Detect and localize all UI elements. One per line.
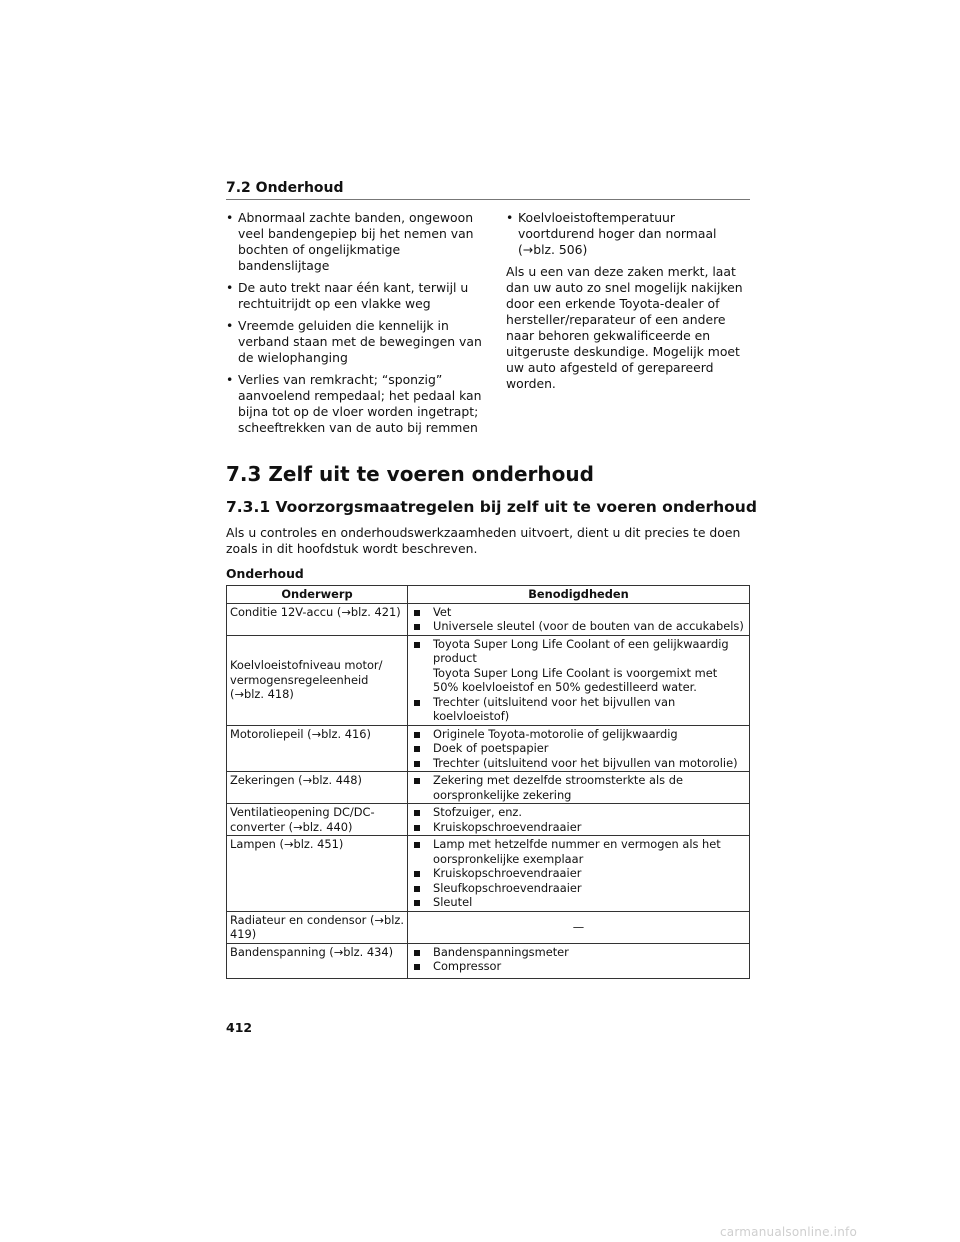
list-item: Kruiskopschroevendraaier — [411, 866, 746, 881]
right-column — [506, 210, 750, 392]
list-item: • Verlies van remkracht; “sponzig” aanvoelend rempedaal; het pedaal kan bijna tot op de vloer worden ingetrapt; scheeftrekken van de auto bij remmen — [226, 372, 482, 435]
list-item: Sleufkopschroevendraaier — [411, 881, 746, 896]
coolant-note: Toyota Super Long Life Coolant is voorgemixt met 50% koelvloeistof en 50% gedestilleerd water. — [433, 665, 718, 694]
square-bullet-icon — [414, 700, 420, 706]
list-item: Zekering met dezelfde stroomsterkte als de oorspronkelijke zekering — [411, 773, 746, 802]
list-item: Lamp met hetzelfde nummer en vermogen als het oorspronkelijke exemplaar — [411, 837, 746, 866]
bullet-icon: • — [226, 318, 234, 333]
advice-paragraph: Als u een van deze zaken merkt, laat dan uw auto zo snel mogelijk nakijken door een erkende Toyota-dealer of hersteller/reparateur of een andere naar behoren gekwalificeerde en uitgeruste deskundige. Mogelijk moet uw auto afgesteld of gerepareerd worden. — [506, 264, 743, 391]
subject-cell: Koelvloeistofniveau motor/ vermogensregeleenheid (→blz. 418) — [227, 635, 408, 725]
table-row — [227, 943, 750, 978]
list-item: Stofzuiger, enz. — [411, 805, 746, 820]
symptom-list — [226, 210, 484, 436]
square-bullet-icon — [414, 610, 420, 616]
bullet-icon: • — [226, 280, 234, 295]
requirements-cell: — — [408, 911, 750, 943]
list-item: Trechter (uitsluitend voor het bijvullen van motorolie) — [411, 756, 746, 771]
square-bullet-icon — [414, 761, 420, 767]
requirements-cell — [408, 772, 750, 804]
column-header-requirements: Benodigdheden — [408, 586, 750, 604]
list-item: Universele sleutel (voor de bouten van de accukabels) — [411, 619, 746, 634]
left-column — [226, 210, 484, 442]
requirements-cell — [408, 836, 750, 912]
square-bullet-icon — [414, 778, 420, 784]
list-item: Trechter (uitsluitend voor het bijvullen van koelvloeistof) — [411, 695, 746, 724]
chapter-heading: 7.3 Zelf uit te voeren onderhoud — [226, 462, 594, 486]
list-item: Kruiskopschroevendraaier — [411, 820, 746, 835]
square-bullet-icon — [414, 900, 420, 906]
square-bullet-icon — [414, 886, 420, 892]
bullet-icon: • — [226, 372, 234, 387]
square-bullet-icon — [414, 964, 420, 970]
subsection-heading: 7.3.1 Voorzorgsmaatregelen bij zelf uit te voeren onderhoud — [226, 498, 757, 516]
requirements-cell — [408, 943, 750, 978]
requirements-cell — [408, 725, 750, 772]
list-item: Compressor — [411, 959, 746, 974]
square-bullet-icon — [414, 810, 420, 816]
list-item: • Abnormaal zachte banden, ongewoon veel bandengepiep bij het nemen van bochten of ongelijkmatige bandenslijtage — [226, 210, 474, 273]
subject-cell: Ventilatieopening DC/DC- converter (→blz. 440) — [227, 804, 408, 836]
list-item: Bandenspanningsmeter — [411, 945, 746, 960]
table-row — [227, 635, 750, 725]
table-row — [227, 804, 750, 836]
table-row — [227, 772, 750, 804]
subject-cell: Conditie 12V-accu (→blz. 421) — [227, 603, 408, 635]
table-row — [227, 836, 750, 912]
bullet-icon: • — [226, 210, 234, 225]
list-item: Toyota Super Long Life Coolant of een gelijkwaardig product Toyota Super Long Life Coolant is voorgemixt met 50% koelvloeistof en 50% gedestilleerd water. — [411, 637, 746, 695]
list-item: • Vreemde geluiden die kennelijk in verband staan met de bewegingen van de wielophanging — [226, 318, 482, 365]
list-item: Sleutel — [411, 895, 746, 910]
subject-cell: Zekeringen (→blz. 448) — [227, 772, 408, 804]
list-item: • Koelvloeistoftemperatuur voortdurend hoger dan normaal (→blz. 506) — [506, 210, 717, 257]
table-row — [227, 911, 750, 943]
square-bullet-icon — [414, 642, 420, 648]
list-item: Originele Toyota-motorolie of gelijkwaardig — [411, 727, 746, 742]
square-bullet-icon — [414, 842, 420, 848]
list-item: Vet — [411, 605, 746, 620]
page-number: 412 — [226, 1020, 253, 1035]
requirements-cell — [408, 804, 750, 836]
bullet-icon: • — [506, 210, 514, 225]
watermark: carmanualsonline.info — [720, 1225, 857, 1239]
table-caption: Onderhoud — [226, 566, 304, 581]
table-header-row — [227, 586, 750, 604]
square-bullet-icon — [414, 732, 420, 738]
section-header: 7.2 Onderhoud — [226, 180, 750, 200]
square-bullet-icon — [414, 624, 420, 630]
list-item: Doek of poetspapier — [411, 741, 746, 756]
square-bullet-icon — [414, 950, 420, 956]
subject-cell: Radiateur en condensor (→blz. 419) — [227, 911, 408, 943]
table-row — [227, 603, 750, 635]
symptom-list-continued — [506, 210, 750, 258]
column-header-subject: Onderwerp — [227, 586, 408, 604]
square-bullet-icon — [414, 746, 420, 752]
subject-cell: Lampen (→blz. 451) — [227, 836, 408, 912]
subject-cell: Motoroliepeil (→blz. 416) — [227, 725, 408, 772]
requirements-cell — [408, 635, 750, 725]
intro-paragraph: Als u controles en onderhoudswerkzaamheden uitvoert, dient u dit precies te doen zoals in dit hoofdstuk wordt beschreven. — [226, 525, 741, 556]
square-bullet-icon — [414, 825, 420, 831]
requirements-cell — [408, 603, 750, 635]
list-item: • De auto trekt naar één kant, terwijl u rechtuitrijdt op een vlakke weg — [226, 280, 469, 311]
subject-cell: Bandenspanning (→blz. 434) — [227, 943, 408, 978]
table-row — [227, 725, 750, 772]
maintenance-table — [226, 585, 750, 979]
square-bullet-icon — [414, 871, 420, 877]
